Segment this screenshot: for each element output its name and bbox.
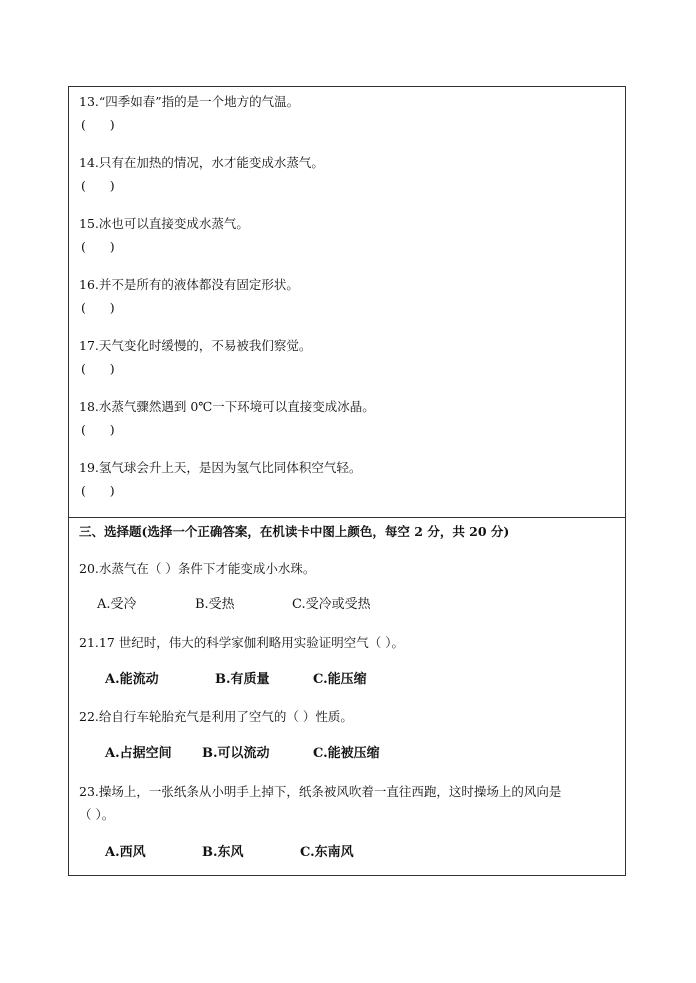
option-20-a[interactable]: A.受冷 xyxy=(97,597,137,612)
answer-blank-19[interactable]: ( ) xyxy=(81,483,115,498)
option-22-b[interactable]: B.可以流动 xyxy=(202,746,270,761)
section-header-choice: 三、选择题(选择一个正确答案，在机读卡中图上颜色，每空 2 分，共 20 分) xyxy=(79,524,510,539)
question-22: 22.给自行车轮胎充气是利用了空气的（ ）性质。 xyxy=(79,709,353,724)
question-21: 21.17 世纪时，伟大的科学家伽利略用实验证明空气（ ）。 xyxy=(79,635,404,650)
question-14: 14.只有在加热的情况，水才能变成水蒸气。 xyxy=(79,155,324,170)
option-23-b[interactable]: B.东风 xyxy=(202,845,244,860)
question-23-line1: 23.操场上，一张纸条从小明手上掉下，纸条被风吹着一直往西跑，这时操场上的风向是 xyxy=(79,784,562,799)
section-divider xyxy=(69,517,625,518)
question-13: 13.“四季如春”指的是一个地方的气温。 xyxy=(79,94,300,109)
answer-blank-13[interactable]: ( ) xyxy=(81,117,115,132)
question-15: 15.冰也可以直接变成水蒸气。 xyxy=(79,216,249,231)
option-22-c[interactable]: C.能被压缩 xyxy=(313,746,380,761)
option-23-a[interactable]: A.西风 xyxy=(105,845,146,860)
question-17: 17.天气变化时缓慢的，不易被我们察觉。 xyxy=(79,338,312,353)
answer-blank-17[interactable]: ( ) xyxy=(81,361,115,376)
option-21-c[interactable]: C.能压缩 xyxy=(313,672,367,687)
question-20: 20.水蒸气在（ ）条件下才能变成小水珠。 xyxy=(79,561,316,576)
option-21-b[interactable]: B.有质量 xyxy=(215,672,270,687)
answer-blank-16[interactable]: ( ) xyxy=(81,300,115,315)
answer-blank-18[interactable]: ( ) xyxy=(81,422,115,437)
answer-blank-15[interactable]: ( ) xyxy=(81,239,115,254)
question-23-line2: （ ）。 xyxy=(79,807,115,822)
option-20-b[interactable]: B.受热 xyxy=(195,597,235,612)
option-22-a[interactable]: A.占据空间 xyxy=(105,746,172,761)
option-20-c[interactable]: C.受冷或受热 xyxy=(292,597,371,612)
question-16: 16.并不是所有的液体都没有固定形状。 xyxy=(79,277,299,292)
question-table xyxy=(68,86,626,876)
answer-blank-14[interactable]: ( ) xyxy=(81,178,115,193)
option-23-c[interactable]: C.东南风 xyxy=(300,845,354,860)
option-21-a[interactable]: A.能流动 xyxy=(105,672,159,687)
question-18: 18.水蒸气骤然遇到 0℃一下环境可以直接变成冰晶。 xyxy=(79,399,375,414)
question-19: 19.氢气球会升上天，是因为氢气比同体积空气轻。 xyxy=(79,460,362,475)
